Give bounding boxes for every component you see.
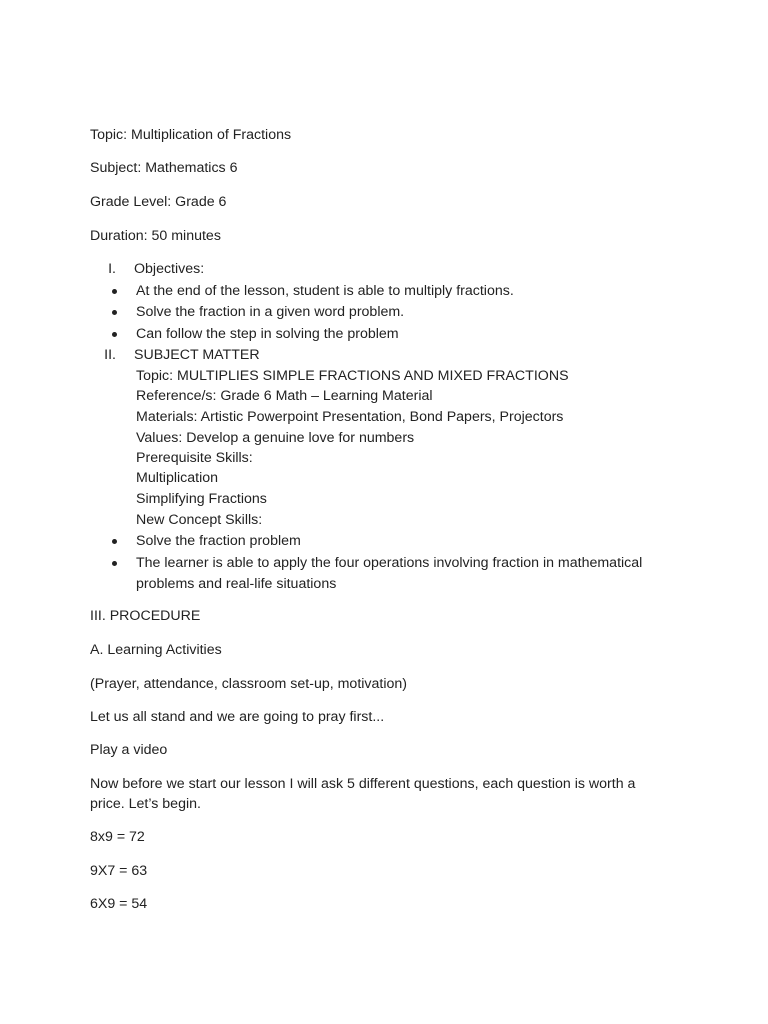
materials-line: Materials: Artistic Powerpoint Presentation, Bond Papers, Projectors [136,409,564,425]
equation-line: 8x9 = 72 [90,829,145,845]
list-item-text: The learner is able to apply the four operations involving fraction in mathematical [136,555,643,571]
list-item-text: Solve the fraction problem [136,533,301,549]
paragraph: Now before we start our lesson I will ask 5 different questions, each question is worth a [90,776,636,792]
paragraph-continuation: price. Let’s begin. [90,796,201,812]
paragraph: (Prayer, attendance, classroom set-up, motivation) [90,676,407,692]
reference-line: Reference/s: Grade 6 Math – Learning Material [136,388,433,404]
paragraph: Play a video [90,742,168,758]
equation-line: 6X9 = 54 [90,896,148,912]
paragraph: Let us all stand and we are going to pray first... [90,709,385,725]
multiplication-line: Multiplication [136,470,219,486]
new-concept-skills-line: New Concept Skills: [136,512,263,528]
bullet-icon [112,539,117,544]
grade-level-line: Grade Level: Grade 6 [90,194,227,210]
bullet-icon [112,332,117,337]
simplifying-fractions-line: Simplifying Fractions [136,491,267,507]
list-item-text: Can follow the step in solving the problem [136,326,399,342]
equation-line: 9X7 = 63 [90,863,148,879]
subject-line: Subject: Mathematics 6 [90,160,238,176]
prerequisite-skills-line: Prerequisite Skills: [136,450,253,466]
list-item-text: At the end of the lesson, student is able to multiply fractions. [136,283,514,299]
section-objectives-heading [90,260,390,278]
roman-numeral: I. [108,261,116,277]
list-item-text: Solve the fraction in a given word problem. [136,304,405,320]
subject-topic-line: Topic: MULTIPLIES SIMPLE FRACTIONS AND MIXED FRACTIONS [136,368,569,384]
roman-numeral: II. [104,347,116,363]
section-title: Objectives: [134,261,205,277]
procedure-heading: III. PROCEDURE [90,608,201,624]
bullet-icon [112,561,117,566]
section-title: SUBJECT MATTER [134,347,260,363]
learning-activities-heading: A. Learning Activities [90,642,222,658]
duration-line: Duration: 50 minutes [90,228,221,244]
values-line: Values: Develop a genuine love for numbers [136,430,415,446]
bullet-icon [112,310,117,315]
list-item-continuation: problems and real-life situations [136,576,337,592]
topic-line: Topic: Multiplication of Fractions [90,127,292,143]
bullet-icon [112,289,117,294]
section-subject-matter-heading [90,346,390,364]
